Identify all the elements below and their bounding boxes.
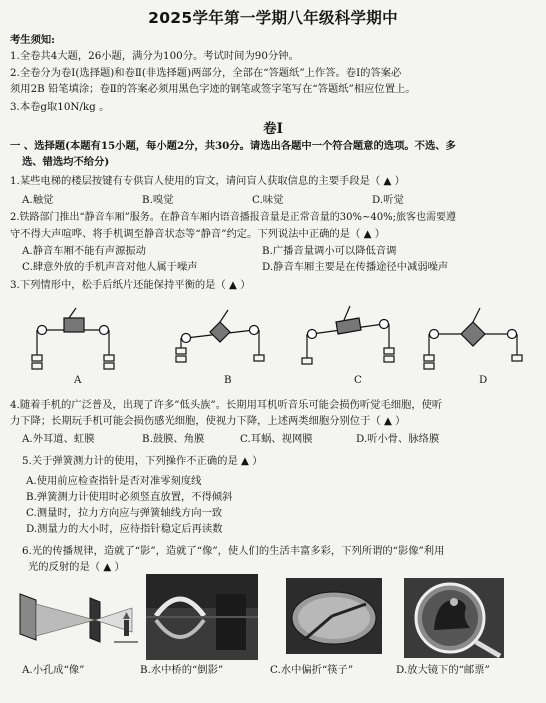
notice-item-4: 3.本卷g取10N/kg 。 [10, 101, 110, 113]
q6-stem-line2: 光的反射的是（ ▲ ） [28, 561, 125, 573]
q1-option-c: C.味觉 [252, 194, 284, 206]
q2-option-b: B.广播音量调小可以降低音调 [262, 245, 397, 257]
q3-figure-c [302, 306, 394, 364]
q4-stem-line2: 力下降；长期玩手机可能会损伤感光细胞，使视力下降，上述两类细胞分别位于（ ▲ ） [10, 415, 406, 427]
q2-option-d: D.静音车厢主要是在传播途径中减弱噪声 [262, 261, 449, 273]
magnifier-stamp-image [404, 578, 504, 658]
section-heading-line2: 选、错选均不给分) [22, 156, 110, 168]
q1-option-a: A.触觉 [22, 194, 54, 206]
q4-option-d: D.听小骨、脉络膜 [356, 433, 440, 445]
q6-option-c: C.水中偏折“筷子” [270, 664, 354, 676]
q2-option-c: C.肆意外放的手机声音对他人属于噪声 [22, 261, 198, 273]
q3-figure-b [176, 310, 264, 362]
q4-option-b: B.鼓膜、角膜 [142, 433, 205, 445]
q5-option-a: A.使用前应检查指针是否对准零刻度线 [26, 475, 202, 487]
q1-option-b: B.嗅觉 [142, 194, 174, 206]
q6-stem-line1: 6.光的传播规律，造就了“影”，造就了“像”，使人们的生活丰富多彩，下列所谓的“影像”利用 [22, 545, 445, 557]
q2-stem-line2: 守不得大声喧哗、将手机调至静音状态等“静音”约定。下列说法中正确的是（ ▲ ） [10, 228, 386, 240]
volume-label: 卷Ⅰ [263, 121, 283, 137]
q5-stem: 5.关于弹簧测力计的使用，下列操作不正确的是 ▲ ） [22, 455, 263, 467]
q4-option-c: C.耳蜗、视网膜 [240, 433, 313, 445]
q5-option-d: D.测量力的大小时，应待指针稳定后再读数 [26, 523, 223, 535]
q2-option-a: A.静音车厢不能有声源振动 [22, 245, 146, 257]
notice-item-3: 须用2B 铅笔填涂；卷Ⅱ的答案必须用黑色字迹的钢笔或签字笔写在“答题纸”相应位置上。 [10, 83, 416, 95]
q6-option-b: B.水中桥的“倒影” [140, 664, 224, 676]
q1-stem: 1.某些电梯的楼层按键有专供盲人使用的盲文，请问盲人获取信息的主要手段是（ ▲ ） [10, 175, 405, 187]
q3-label-c: C [354, 374, 362, 386]
q5-option-c: C.测量时，拉力方向应与弹簧轴线方向一致 [26, 507, 223, 519]
q6-option-d: D.放大镜下的“邮票” [396, 664, 490, 676]
q1-option-d: D.听觉 [372, 194, 404, 206]
q4-option-a: A.外耳道、虹膜 [22, 433, 95, 445]
q3-figure-d [424, 308, 522, 369]
q3-label-b: B [224, 374, 232, 386]
exam-title: 2025学年第一学期八年级科学期中 [148, 9, 398, 27]
q3-label-a: A [74, 374, 82, 386]
q2-stem-line1: 2.铁路部门推出“静音车厢”服务。在静音车厢内语音播报音量是正常音量的30%~40%;旅客也需要遵 [10, 212, 456, 223]
balance-card-figure [14, 300, 534, 390]
pinhole-image [14, 586, 142, 648]
q3-stem: 3.下列情形中，松手后纸片还能保持平衡的是（ ▲ ） [10, 279, 251, 291]
q5-option-b: B.弹簧测力计使用时必须竖直放置，不得倾斜 [26, 491, 233, 503]
notice-item-1: 1.全卷共4大题，26小题，满分为100分。考试时间为90分钟。 [10, 50, 299, 62]
q6-option-a: A.小孔成“像” [22, 664, 85, 676]
bridge-reflection-image [146, 574, 258, 660]
q3-label-d: D [479, 374, 488, 386]
bent-chopstick-image [286, 578, 382, 654]
q3-figure-a [32, 308, 114, 369]
notice-heading: 考生须知: [10, 34, 55, 46]
section-heading-line1: 一 、选择题(本题有15小题，每小题2分，共30分。请选出各题中一个符合题意的选项。不选、多 [10, 140, 456, 152]
notice-item-2: 2.全卷分为卷Ⅰ(选择题)和卷Ⅱ(非选择题)两部分，全部在“答题纸”上作答。卷Ⅰ的答案必 [10, 67, 402, 79]
q4-stem-line1: 4.随着手机的广泛普及，出现了许多”低头族”。长期用耳机听音乐可能会损伤听觉毛细胞，使听 [10, 399, 443, 411]
